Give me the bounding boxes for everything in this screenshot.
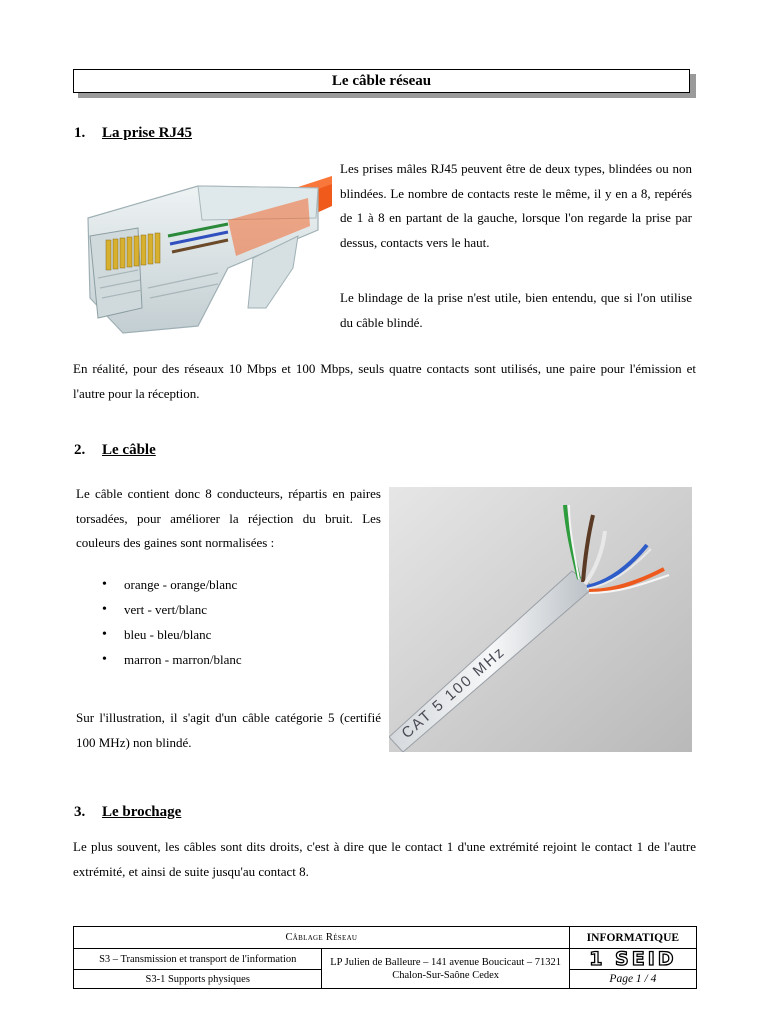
section-1-heading	[74, 125, 192, 142]
color-list	[76, 572, 381, 672]
section-1-title: La prise RJ45	[102, 125, 192, 141]
list-item	[76, 622, 381, 647]
footer-module: S3 – Transmission et transport de l'information	[74, 949, 322, 970]
color-pair: vert - vert/blanc	[124, 602, 208, 617]
color-pair: bleu - bleu/blanc	[124, 627, 212, 642]
bullet-icon: •	[102, 602, 107, 617]
rj45-paragraph-2: Le blindage de la prise n'est utile, bien entendu, que si l'on utilise du câble blindé.	[340, 290, 692, 330]
footer-school: LP Julien de Balleure – 141 avenue Boucicaut – 71321 Chalon-Sur-Saône Cedex	[322, 949, 569, 989]
list-item	[76, 572, 381, 597]
section-1-number: 1.	[74, 125, 86, 141]
footer-table	[73, 926, 697, 989]
bullet-icon: •	[102, 652, 107, 667]
section-2-number: 2.	[74, 442, 86, 458]
utp-cable-image	[389, 487, 692, 752]
footer-page: Page 1 / 4	[569, 970, 696, 989]
rj45-connector-image	[78, 158, 332, 340]
footer-class: 1 SEID	[589, 948, 677, 970]
bullet-icon: •	[102, 627, 107, 642]
section-2-title: Le câble	[102, 442, 156, 458]
cable-print-text: CAT 5 100 MHz	[398, 643, 509, 743]
list-item	[76, 647, 381, 672]
rj45-paragraph-1: Les prises mâles RJ45 peuvent être de deux types, blindées ou non blindées. Le nombre de contacts reste le même, il y en a 8, repérés de 1 à 8 en partant de la gauche, lorsque l'on regarde la prise par dessus, contacts vers le haut.	[340, 161, 692, 250]
footer-submodule: S3-1 Supports physiques	[74, 970, 322, 989]
section-3-number: 3.	[74, 804, 86, 820]
rj45-paragraph-3: En réalité, pour des réseaux 10 Mbps et 100 Mbps, seuls quatre contacts sont utilisés, une paire pour l'émission et l'autre pour la réception.	[73, 361, 696, 401]
cable-paragraph-2: Sur l'illustration, il s'agit d'un câble catégorie 5 (certifié 100 MHz) non blindé.	[76, 710, 381, 750]
bullet-icon: •	[102, 577, 107, 592]
page-title: Le câble réseau	[73, 69, 690, 93]
footer-subject: INFORMATIQUE	[569, 927, 696, 949]
section-3-heading	[74, 804, 181, 821]
list-item	[76, 597, 381, 622]
section-2-heading	[74, 442, 156, 459]
footer-course: Câblage Réseau	[74, 927, 570, 949]
color-pair: marron - marron/blanc	[124, 652, 242, 667]
cable-paragraph-1: Le câble contient donc 8 conducteurs, répartis en paires torsadées, pour améliorer la réjection du bruit. Les couleurs des gaines sont normalisées :	[76, 486, 381, 550]
pinout-paragraph: Le plus souvent, les câbles sont dits droits, c'est à dire que le contact 1 d'une extrémité rejoint le contact 1 de l'autre extrémité, et ainsi de suite jusqu'au contact 8.	[73, 839, 696, 879]
section-3-title: Le brochage	[102, 804, 182, 820]
color-pair: orange - orange/blanc	[124, 577, 238, 592]
footer-class-cell	[569, 949, 696, 970]
